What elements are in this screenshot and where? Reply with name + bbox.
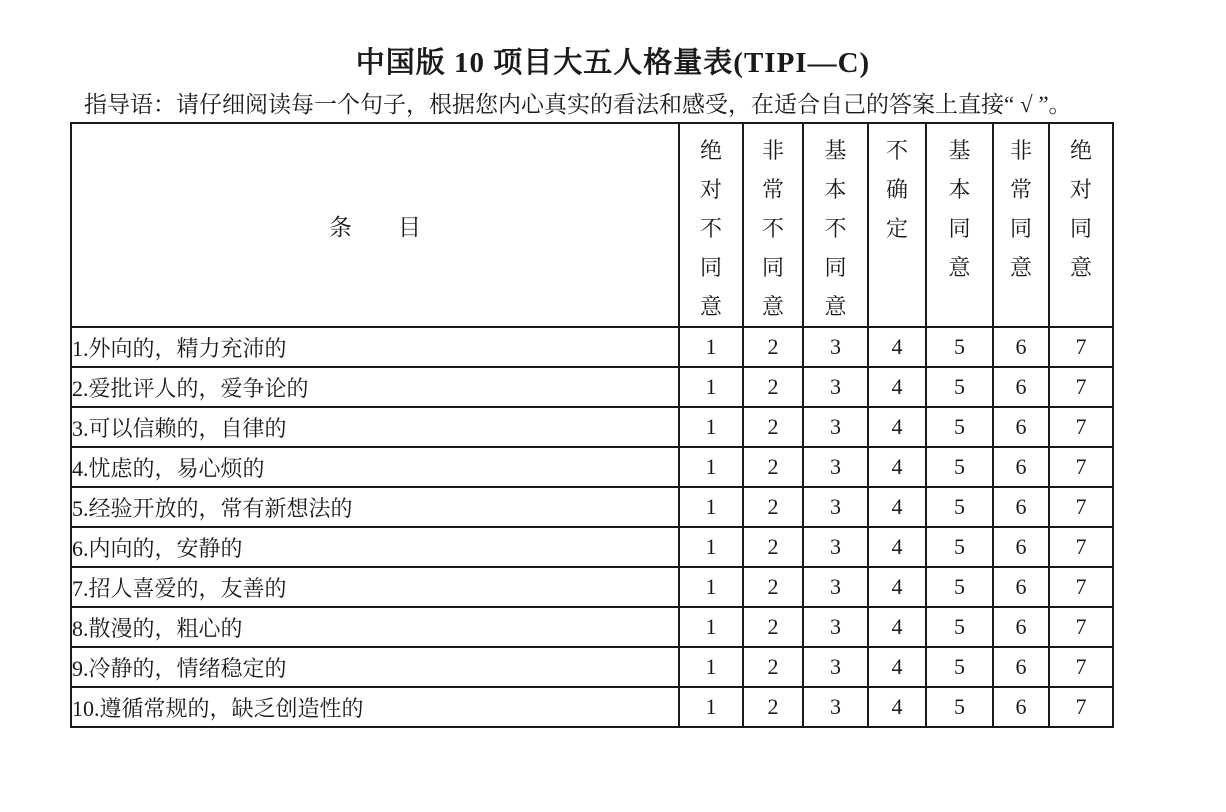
answer-cell[interactable]: 1 bbox=[679, 407, 743, 447]
table-row bbox=[71, 327, 1113, 367]
answer-cell[interactable]: 2 bbox=[743, 447, 803, 487]
table-row bbox=[71, 367, 1113, 407]
answer-cell[interactable]: 7 bbox=[1049, 647, 1113, 687]
answer-cell[interactable]: 6 bbox=[993, 367, 1049, 407]
item-label: 4.忧虑的，易心烦的 bbox=[71, 447, 679, 487]
answer-cell[interactable]: 2 bbox=[743, 687, 803, 727]
answer-cell[interactable]: 1 bbox=[679, 327, 743, 367]
answer-cell[interactable]: 7 bbox=[1049, 487, 1113, 527]
option-header-label: 不确定 bbox=[885, 138, 908, 241]
option-header-label: 基本同意 bbox=[948, 138, 971, 280]
answer-cell[interactable]: 5 bbox=[926, 527, 993, 567]
answer-cell[interactable]: 7 bbox=[1049, 527, 1113, 567]
option-header-label: 基本不同意 bbox=[824, 138, 847, 319]
option-header-strongly-agree bbox=[993, 123, 1049, 327]
item-label: 10.遵循常规的，缺乏创造性的 bbox=[71, 687, 679, 727]
option-header-label: 绝对同意 bbox=[1069, 138, 1092, 280]
answer-cell[interactable]: 4 bbox=[868, 567, 926, 607]
answer-cell[interactable]: 2 bbox=[743, 367, 803, 407]
answer-cell[interactable]: 2 bbox=[743, 567, 803, 607]
page-title: 中国版 10 项目大五人格量表(TIPI—C) bbox=[355, 47, 871, 79]
answer-cell[interactable]: 1 bbox=[679, 447, 743, 487]
item-label: 3.可以信赖的，自律的 bbox=[71, 407, 679, 447]
answer-cell[interactable]: 3 bbox=[803, 327, 868, 367]
option-header-label: 非常不同意 bbox=[761, 138, 784, 319]
answer-cell[interactable]: 7 bbox=[1049, 567, 1113, 607]
answer-cell[interactable]: 6 bbox=[993, 327, 1049, 367]
answer-cell[interactable]: 7 bbox=[1049, 367, 1113, 407]
item-label: 6.内向的，安静的 bbox=[71, 527, 679, 567]
answer-cell[interactable]: 1 bbox=[679, 367, 743, 407]
answer-cell[interactable]: 1 bbox=[679, 527, 743, 567]
table-row bbox=[71, 527, 1113, 567]
option-header-somewhat-disagree bbox=[803, 123, 868, 327]
answer-cell[interactable]: 4 bbox=[868, 607, 926, 647]
answer-cell[interactable]: 5 bbox=[926, 567, 993, 607]
answer-cell[interactable]: 6 bbox=[993, 527, 1049, 567]
answer-cell[interactable]: 1 bbox=[679, 647, 743, 687]
option-header-somewhat-agree bbox=[926, 123, 993, 327]
item-label: 7.招人喜爱的，友善的 bbox=[71, 567, 679, 607]
answer-cell[interactable]: 1 bbox=[679, 607, 743, 647]
answer-cell[interactable]: 1 bbox=[679, 567, 743, 607]
answer-cell[interactable]: 7 bbox=[1049, 687, 1113, 727]
answer-cell[interactable]: 3 bbox=[803, 407, 868, 447]
answer-cell[interactable]: 4 bbox=[868, 687, 926, 727]
answer-cell[interactable]: 4 bbox=[868, 327, 926, 367]
answer-cell[interactable]: 6 bbox=[993, 687, 1049, 727]
item-label: 1.外向的，精力充沛的 bbox=[71, 327, 679, 367]
answer-cell[interactable]: 1 bbox=[679, 687, 743, 727]
answer-cell[interactable]: 2 bbox=[743, 407, 803, 447]
answer-cell[interactable]: 7 bbox=[1049, 327, 1113, 367]
answer-cell[interactable]: 6 bbox=[993, 607, 1049, 647]
instruction-text: 指导语：请仔细阅读每一个句子，根据您内心真实的看法和感受，在适合自己的答案上直接“ √ ”。 bbox=[84, 92, 1072, 117]
answer-cell[interactable]: 3 bbox=[803, 647, 868, 687]
answer-cell[interactable]: 1 bbox=[679, 487, 743, 527]
answer-cell[interactable]: 7 bbox=[1049, 607, 1113, 647]
table-row bbox=[71, 647, 1113, 687]
answer-cell[interactable]: 5 bbox=[926, 607, 993, 647]
table-row bbox=[71, 447, 1113, 487]
answer-cell[interactable]: 2 bbox=[743, 327, 803, 367]
answer-cell[interactable]: 3 bbox=[803, 367, 868, 407]
answer-cell[interactable]: 3 bbox=[803, 607, 868, 647]
option-header-absolutely-agree bbox=[1049, 123, 1113, 327]
answer-cell[interactable]: 5 bbox=[926, 647, 993, 687]
item-label: 8.散漫的，粗心的 bbox=[71, 607, 679, 647]
answer-cell[interactable]: 7 bbox=[1049, 407, 1113, 447]
option-header-uncertain bbox=[868, 123, 926, 327]
answer-cell[interactable]: 2 bbox=[743, 607, 803, 647]
tipi-scale-table bbox=[70, 122, 1114, 728]
option-header-absolutely-disagree bbox=[679, 123, 743, 327]
answer-cell[interactable]: 6 bbox=[993, 487, 1049, 527]
option-header-label: 绝对不同意 bbox=[699, 138, 722, 319]
answer-cell[interactable]: 4 bbox=[868, 527, 926, 567]
option-header-label: 非常同意 bbox=[1009, 138, 1032, 280]
table-row bbox=[71, 567, 1113, 607]
answer-cell[interactable]: 5 bbox=[926, 687, 993, 727]
answer-cell[interactable]: 2 bbox=[743, 647, 803, 687]
table-row bbox=[71, 407, 1113, 447]
answer-cell[interactable]: 4 bbox=[868, 647, 926, 687]
answer-cell[interactable]: 2 bbox=[743, 487, 803, 527]
answer-cell[interactable]: 3 bbox=[803, 447, 868, 487]
answer-cell[interactable]: 6 bbox=[993, 407, 1049, 447]
answer-cell[interactable]: 6 bbox=[993, 567, 1049, 607]
answer-cell[interactable]: 5 bbox=[926, 367, 993, 407]
answer-cell[interactable]: 3 bbox=[803, 527, 868, 567]
answer-cell[interactable]: 5 bbox=[926, 407, 993, 447]
answer-cell[interactable]: 4 bbox=[868, 407, 926, 447]
item-label: 2.爱批评人的，爱争论的 bbox=[71, 367, 679, 407]
answer-cell[interactable]: 5 bbox=[926, 327, 993, 367]
item-column-header: 条 目 bbox=[71, 123, 679, 327]
answer-cell[interactable]: 5 bbox=[926, 487, 993, 527]
answer-cell[interactable]: 3 bbox=[803, 687, 868, 727]
answer-cell[interactable]: 3 bbox=[803, 487, 868, 527]
option-header-strongly-disagree bbox=[743, 123, 803, 327]
answer-cell[interactable]: 6 bbox=[993, 647, 1049, 687]
answer-cell[interactable]: 4 bbox=[868, 487, 926, 527]
answer-cell[interactable]: 7 bbox=[1049, 447, 1113, 487]
answer-cell[interactable]: 6 bbox=[993, 447, 1049, 487]
answer-cell[interactable]: 5 bbox=[926, 447, 993, 487]
table-row bbox=[71, 607, 1113, 647]
answer-cell[interactable]: 3 bbox=[803, 567, 868, 607]
item-label: 9.冷静的，情绪稳定的 bbox=[71, 647, 679, 687]
answer-cell[interactable]: 2 bbox=[743, 527, 803, 567]
table-row bbox=[71, 687, 1113, 727]
header-row bbox=[71, 123, 1113, 327]
answer-cell[interactable]: 4 bbox=[868, 447, 926, 487]
answer-cell[interactable]: 4 bbox=[868, 367, 926, 407]
item-label: 5.经验开放的，常有新想法的 bbox=[71, 487, 679, 527]
table-row bbox=[71, 487, 1113, 527]
